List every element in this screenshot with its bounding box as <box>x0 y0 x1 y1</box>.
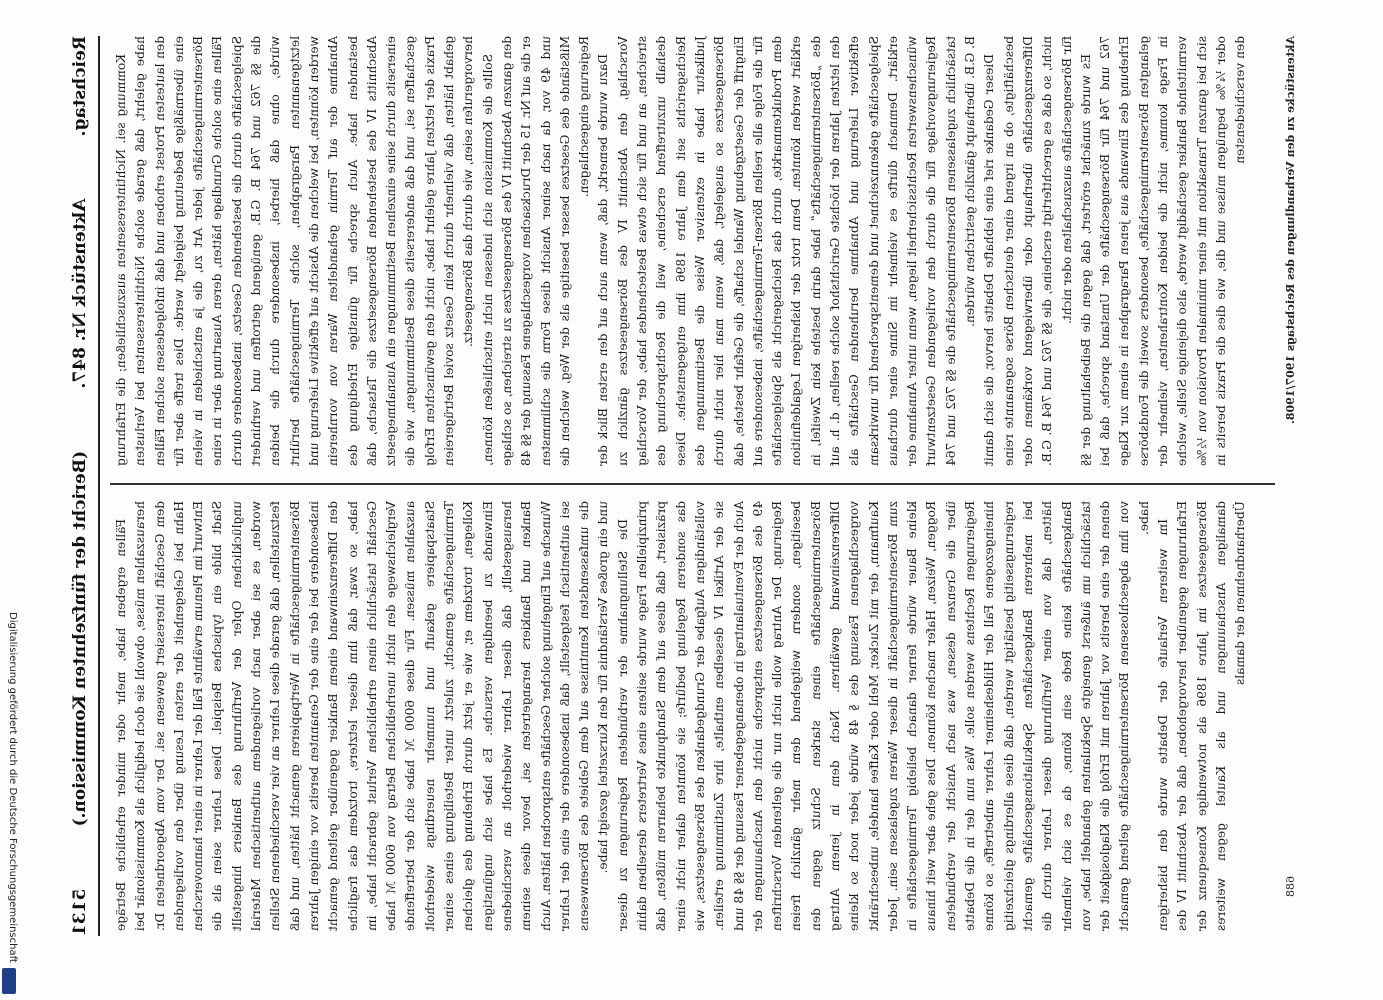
digitization-credit <box>6 612 20 992</box>
paragraph: Es wurde zunächst erörtert, daß gegen die Beibehaltung der §§ 762 und 764 für Börsengeschäfte der Umstand spreche, daß bei Erhebung des Einwands aus jenen Paragraphen in einem zur Klage gelangten Börsentermingeschäfte, besonders soweit die Fondsbörse in Frage komme, nicht die beiden Kontrahenten, vielmehr der vermittelnde Bankier geschädigt werde, also diejenige Stelle, welche sich bei ganzen Transaktion mit einer minimalen Provision von ½‰ oder ¼‰ begnügen müsse und die, wie dies die Praxis bereits in den verschiedensten <box>1078 36 1248 466</box>
header-left: Reichstag. <box>70 36 90 137</box>
page-content <box>60 36 1300 936</box>
credit-text: Digitalisierung gefördert durch die Deutsche Forschungsgemeinschaft <box>7 612 18 963</box>
paragraph: Dieser Gedanke rief eine lebhafte Debatte hervor, die sich damit beschäftigte, ob an irgend einer deutschen Börse sogenannte reine Differenzgeschäfte überhaupt oder überwiegend vorkämen oder nicht, so daß es gerechtfertigt erscheine, die §§ 762 und 764 B. G.B. für Börsengeschäfte auszuschalten oder nicht. <box>982 36 1074 466</box>
paragraph: Die Stellungnahme der verbündeten Regierungen zu dieser prinzipiellen Frage wurde seitens eines Vertreters derselben dahin präzisiert, daß diese auf dem Standpunkte beharren müßten, daß das sonderen Regelung bedürfe; sie könnten daher nicht einer vollständigen Aufgabe der Grundgedanken des Börsengesetzes, wie sie der Artikel IV desselben enthalte, ihre Zustimmung erteilen. Auch der Eventualantrag in obenangegebener Fassung der §§ 48 und 49 des Börsengesetzes entspreche nicht den Anschauungen der Regierung. Der Antrag wolle nicht nur die geltenden Vorschriften beseitigen, sondern weitgehend dem mehr gänzlich freien Börsentermingeschäfte einen starken Schutz gegen den Differenzeinwand gewähren. Nach dem in jenem Antrag vorgeschlagenen Fassung des § 48 würde jeder noch so kleine Kaufmann, der mit Zucker, Mehl oder Kaffee handele, unbeschränkt zum Börsentermingeschäft in dieser Waren zugelassen sein. Jeder kleine Bauer würde ferner danach beliebig Termingeschäfte in Roggen, Weizen, Hafer machen können. Dies gehe aber weit hinaus über die Grenzen dessen, was nach Ansicht der verbündeten Regierungen Rechtens werden solle. Was nun der in die Debatte hineingezogene Fall der Hildesheimer Lehrer anbetreffe, so könne regierungsseitig bestätigt werden, daß diese allerdings gleichzeitig bei mehreren Bankgeschäften Spekulationsgeschäfte gemacht hätten, daß von einer Verführung dieser Lehrer durch die Bankgeschäfte keine Rede sein könne, da es sich vielmehr tatsächlich um äußerst geneigte Spekulanten gehandelt habe, von denen der eine bereits vor Jahren mit Erfolg die Klaglosigkeit der von ihm abgeschlossenen Börsentermingeschäfte geltend gemacht habe. <box>615 501 1151 931</box>
header-center: Aktenstück Nr. 847. <box>70 198 90 389</box>
page-header <box>60 36 100 936</box>
column-divider <box>110 483 1275 485</box>
dfg-logo <box>2 968 16 994</box>
header-right: (Bericht der fünfzehnten Kommission.) <box>70 450 90 827</box>
footer-source: Aktenstücke zu den Verhandlungen des Reichstags 1907/1908. <box>1284 36 1297 424</box>
paragraph: Im weiteren Verlaufe der Debatte wurde den bisherigen Erfahrungen gegenüber hervorgehoben, daß der Abschnitt IV des Börsengesetzes im Jahre 1896 als notwendige Konsequenz der damaligen Anschauungen und als Kautel gegen weiteres Überhandnehmen der damals <box>1156 501 1248 931</box>
left-column <box>112 36 1272 466</box>
paragraph: Fällen ergeben habe, mehr oder minder erhebliche Beträge herauszahlen müsse, obwohl sie doch lediglich als Kommissionär bei dem Geschäft interessiert gewesen sei. Der vom Abgeordneten Dr. Hahn bei Gelegenheit der ersten Lesung über den vorliegenden Entwurf im Plenum erwähnte Fall der Lehrer in einer hannoverschen Stadt bilde ein typisches Beispiel. Diese Lehrer seien als die unglücklichen Opfer der Verführung des Bankiers hingestellt worden, es sei aber nach vorliegendem authentischen Material festzustellen, daß gerade diese Lehrer an vier verschiedenen Stellen Börsentermingeschäfte in Wertpapieren gemacht hätten, und daß insbesondere bei der eine der Genannten bereits vor einigen Jahren den Differenzeinwand einem Bankier gegenüber geltend gemacht habe, so zwar, daß ihm dieser letztere, trotzdem das fragliche Geschäft tatsächlich einen erheblichen Verlust gebracht habe, im Vergleichswege den nicht unerheblichen Betrag von 6000 ℳ habe auszahlen müssen. Für diese 6000 ℳ habe sich der betreffende Staatspapiere gekauft und nunmehr neuerdings wiederholt Termingeschäfte gemacht, zuletzt unter Beteiligung eines seiner Kollegen, trotzdem er, wie er jetzt durch Erhebung des gleichen Einwands zu beendigen versuche. Es habe sich ungünstigen herausgestellt, daß dieser Lehrer wiederholt an verschiedene Banken und Bankiers herangetreten sei, bevor diese seinem Wunsche auf Eingehung solcher Geschäfte entsprochen hätten. Auch sei authentisch festgestellt, daß insbesondere der eine der Lehrer die umfassendsten Kenntnisse auf dem Gebiete des Börsenwesens und ein großes Verständnis für den Kurszettel gezeigt habe. <box>114 501 611 931</box>
paragraph: Dazu wurde bemerkt, daß, wenn auch auf den ersten Blick der Vorschlag, den Abschnitt IV des Börsengesetzes gänzlich zu streichen, an und für sich etwas Bestechendes habe, der Vorschlag deshalb unzutreffend erscheine, weil die Rechtsprechung des Reichsgerichts seit dem Jahre 1896 ihm entgegenstehe. Diese Judikatur habe in extensiver Weise die Bestimmungen des Börsengesetzes so ausgelegt, daß, wenn man hier nicht durch Eingriff der Gesetzgebung Wandel schaffe, die Gefahr bestehe, daß für die Folge alle reellen Börsen-Termingeschäfte, insbesondere auf dem Produktenmarkte, durch das Reichsgericht als Spielgeschäfte erklärt werden könnten. Denn trotz der bisherigen Legaldefinition des „Börsentermingeschäfts“ habe darin bestehe kein Zweifel, in den letzten Jahren der höchste Gerichtshof solche reellen, d. h. auf effektiver Lieferung und Abnahme beruhenden Geschäfte als Spielgeschäfte gekennzeichnet und dementsprechend für unwirksam erklärt. Demnach dürfte es vielmehr im Sinne einer durchaus wünschenswerten Rechtssicherheit liegen, wenn unter Annahme der Regierungsvorlage für die durch den vorliegenden Gesetzentwurf tatsächlich zugelassenen Börsentermingeschäfte die §§ 762 und 764 B. G.B. überhaupt gänzlich gestrichen würden. <box>596 36 978 466</box>
right-column <box>112 501 1272 931</box>
page-number: 5131 <box>70 888 90 936</box>
header-rule <box>98 36 100 936</box>
footer-page-number: 688 <box>1284 876 1297 897</box>
paragraph: Sollte die Kommission sich indessen nicht entschließen können, den ganzen Abschnitt IV des Börsengesetzes zu streichen, so schlage er die auf Nr. 15 der Drucksachen vorgeschlagene Fassung der §§ 48 und 49 vor, da nach seiner Ansicht diese Form die schlimmsten Mißstände des Gesetzes besser beseitige als der Weg, welchen die Regierung eingeschlagen. <box>480 36 592 466</box>
paragraph: Kommung sei. Nichtinteressenten auszuschließen; die Erfahrung habe gelehrt, daß gerade solche Nichtinteressenten bei Verlusten den lautesten Protest erhoben und daß infolgedessen solchen Fällen eine übermäßige Bedeutung beigelegt werde. Dies treffe aber für Börsentermingeschäfte jeder Art zu, die ja entschieden in vielen Fällen eine solche Grundlage hätten, deren Ausartung aber in reine Spielgeschäfte durch die bestehenden Gesetze, insbesondere durch die §§ 762 und 764 B. G.B. genügend getroffen und verhindert würde, ohne daß hierbei, insbesondere durch die beiden letztgenannten Paragraphen, solche Termingeschäfte berührt werden könnten, bei welchen die Absicht auf effektive Lieferung und Abnahme der auf Termin gehandelten Waren von vornherein bestanden habe. Auch spreche für günstige Erledigung des Abschnitts IV des bestehenden Börsengesetzes die Tatsache, daß einerseits durch seine einzelnen Bestimmungen ein Ausnahmegesetz geschaffen sei, und daß andererseits diese Bestimmungen, wie die Praxis der letzten Jahre gelehrt habe, nicht den gewünschten Erfolg gehabt hätten, daß vielmehr durch kein Gesetz soviel Betrügereien hervorgerufen seien, wie durch das Börsengesetz. <box>114 36 476 466</box>
